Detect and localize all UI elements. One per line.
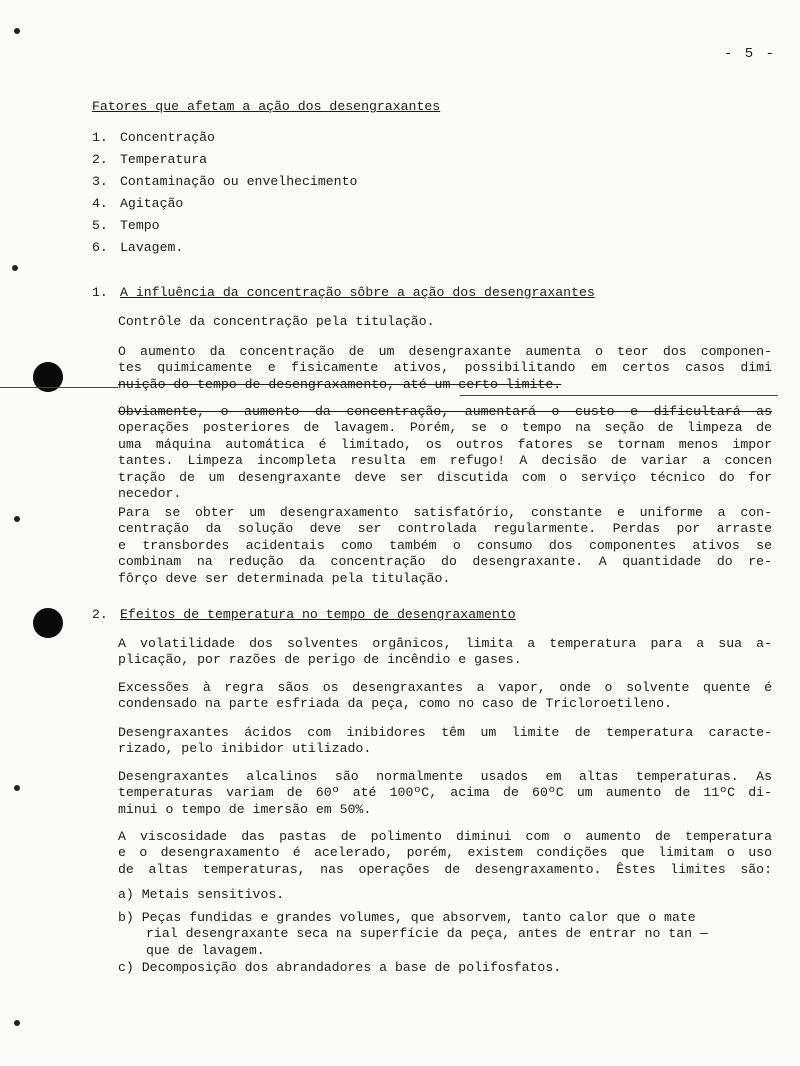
margin-rule <box>0 387 118 388</box>
section-number: 2. <box>92 607 108 622</box>
list-item-number: 3. <box>92 174 108 189</box>
list-item-continuation: rial desengraxante seca na superfície da peça, antes de entrar no tan — <box>146 926 708 942</box>
list-item-label: Tempo <box>120 218 160 233</box>
list-item: b) Peças fundidas e grandes volumes, que absorvem, tanto calor que o mate <box>118 910 696 925</box>
limits-item-c <box>118 960 778 976</box>
paragraph-line: fôrço deve ser determinada pela titulação. <box>118 570 451 586</box>
list-item: c) Decomposição dos abrandadores a base de polifosfatos. <box>118 960 562 975</box>
list-item-label: Agitação <box>120 196 184 211</box>
section-1-paragraph-3 <box>118 505 772 587</box>
section-2-paragraph-5 <box>118 829 772 878</box>
section-1-paragraph-2 <box>118 404 772 502</box>
list-item-label: Lavagem. <box>120 240 184 255</box>
subheading-text: Contrôle da concentração pela titulação. <box>118 314 435 329</box>
paragraph-line: e o desengraxamento é acelerado, porém, existem condições que limitam o uso <box>118 845 772 861</box>
list-item-number: 6. <box>92 240 108 255</box>
paragraph-line: operações posteriores de lavagem. Porém, se o tempo na seção de limpeza de <box>118 420 772 436</box>
paragraph-line: plicação, por razões de perigo de incêndio e gases. <box>118 652 522 668</box>
section-2-paragraph-1 <box>118 636 772 669</box>
paragraph-line: rizado, pelo inibidor utilizado. <box>118 741 372 757</box>
paragraph-line: centração da solução deve ser controlada regularmente. Perdas por arraste <box>118 521 772 537</box>
paragraph-line: tração de um desengraxante deve ser discutida com o serviço técnico do for <box>118 469 772 485</box>
margin-rule <box>460 395 778 396</box>
section-2-heading <box>92 607 516 622</box>
list-item <box>92 218 357 240</box>
limits-item-b <box>118 910 778 959</box>
binding-mark <box>14 785 20 791</box>
list-item-number: 5. <box>92 218 108 233</box>
list-item <box>92 240 357 262</box>
list-item-number: 4. <box>92 196 108 211</box>
section-1-heading <box>92 285 595 300</box>
section-2-paragraph-4 <box>118 769 772 818</box>
paragraph-line: combinam na redução da concentração do desengraxante. A quantidade do re- <box>118 554 772 570</box>
paragraph-line: tes quimicamente e fisicamente ativos, possibilitando em certos casos dimi <box>118 360 772 376</box>
list-item-label: Concentração <box>120 130 215 145</box>
list-item-number: 1. <box>92 130 108 145</box>
list-item: a) Metais sensitivos. <box>118 887 285 902</box>
list-item-continuation: que de lavagem. <box>146 942 265 958</box>
section-1-subheading <box>118 314 778 330</box>
paragraph-line: minui o tempo de imersão em 50%. <box>118 801 372 817</box>
list-item <box>92 174 357 196</box>
paragraph-line: Para se obter um desengraxamento satisfatório, constante e uniforme a con- <box>118 505 772 520</box>
paragraph-line: O aumento da concentração de um desengraxante aumenta o teor dos componen- <box>118 344 772 359</box>
paragraph-line: e transbordes acidentais como também o consumo dos componentes ativos se <box>118 537 772 553</box>
paragraph-line: temperaturas variam de 60º até 100ºC, acima de 60ºC um aumento de 11ºC di- <box>118 785 772 801</box>
section-2-paragraph-3 <box>118 725 772 758</box>
paragraph-line: A viscosidade das pastas de polimento diminui com o aumento de temperatura <box>118 829 772 844</box>
page-title: Fatores que afetam a ação dos desengraxantes <box>92 99 441 114</box>
section-2-paragraph-2 <box>118 680 772 713</box>
section-title: A influência da concentração sôbre a ação dos desengraxantes <box>120 285 595 300</box>
paragraph-line: Obviamente, o aumento da concentração, aumentará o custo e dificultará as <box>118 404 772 419</box>
list-item <box>92 152 357 174</box>
paragraph-line: condensado na parte esfriada da peça, como no caso de Tricloroetileno. <box>118 696 672 712</box>
punch-hole-bottom <box>33 608 63 638</box>
list-item <box>92 196 357 218</box>
paragraph-line: necedor. <box>118 486 182 502</box>
binding-mark <box>14 28 20 34</box>
page-number: - 5 - <box>724 46 777 62</box>
paragraph-line: de altas temperaturas, nas operações de desengraxamento. Êstes limites são: <box>118 861 772 877</box>
limits-item-a <box>118 887 778 903</box>
paragraph-line: nuição do tempo de desengraxamento, até um certo limite. <box>118 376 562 392</box>
binding-mark <box>12 265 18 271</box>
paragraph-line: A volatilidade dos solventes orgânicos, limita a temperatura para a sua a- <box>118 636 772 651</box>
paragraph-line: Desengraxantes alcalinos são normalmente usados em altas temperaturas. As <box>118 769 772 784</box>
list-item-number: 2. <box>92 152 108 167</box>
paragraph-line: Excessões à regra sãos os desengraxantes a vapor, onde o solvente quente é <box>118 680 772 695</box>
paragraph-line: Desengraxantes ácidos com inibidores têm um limite de temperatura caracte- <box>118 725 772 740</box>
list-item-label: Temperatura <box>120 152 208 167</box>
list-item-label: Contaminação ou envelhecimento <box>120 174 358 189</box>
section-1-paragraph-1 <box>118 344 772 393</box>
list-item <box>92 130 357 152</box>
section-title: Efeitos de temperatura no tempo de desengraxamento <box>120 607 516 622</box>
factors-list <box>92 130 357 262</box>
binding-mark <box>14 516 20 522</box>
section-number: 1. <box>92 285 108 300</box>
paragraph-line: uma máquina automática é limitado, os outros fatores se tornam menos impor <box>118 436 772 452</box>
paragraph-line: tantes. Limpeza incompleta resulta em refugo! A decisão de variar a concen <box>118 453 772 469</box>
binding-mark <box>14 1020 20 1026</box>
